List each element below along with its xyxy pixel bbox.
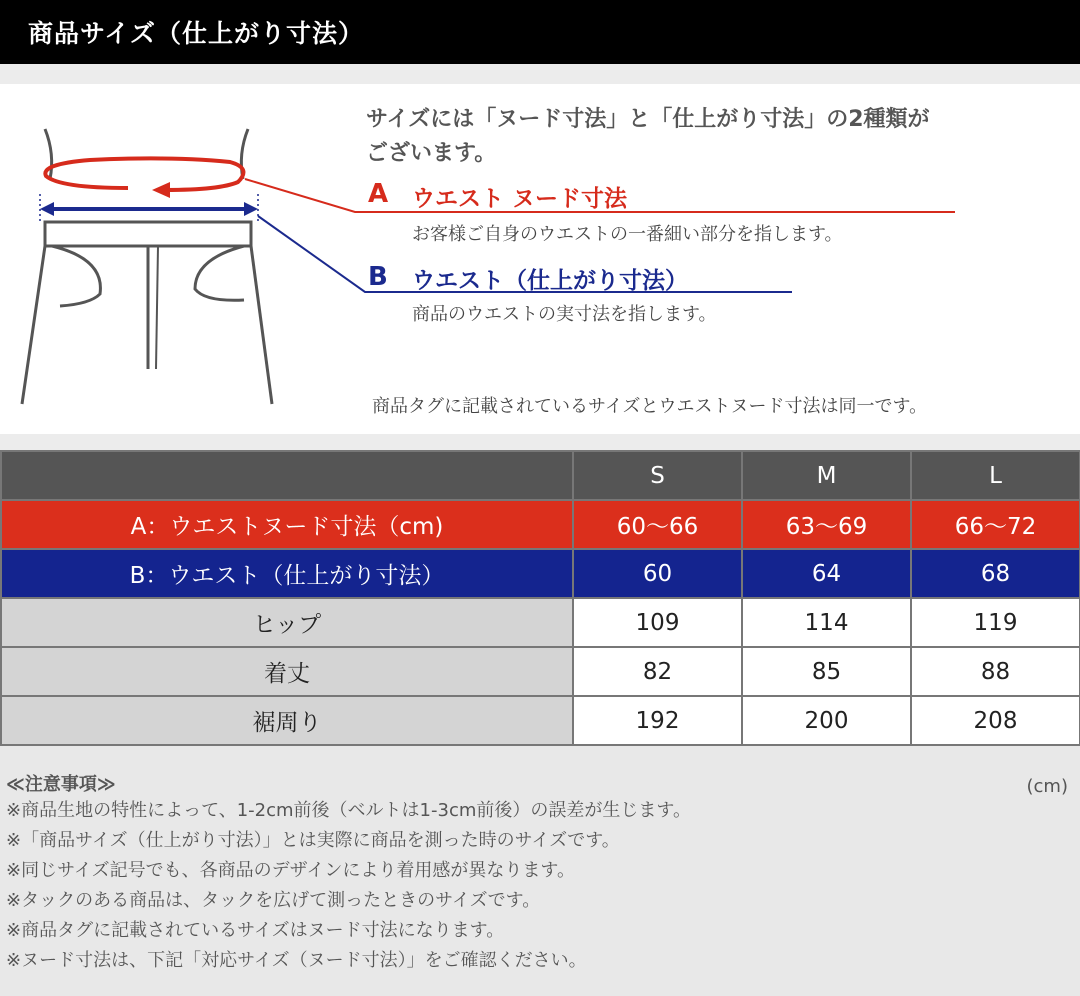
table-row-hem	[1, 696, 1080, 745]
header-cell-s: S	[573, 451, 742, 500]
page-title: 商品サイズ（仕上がり寸法）	[28, 19, 365, 48]
header-bar	[0, 0, 1080, 64]
cell-value: 60〜66	[573, 500, 742, 549]
label-a-description: お客様ご自身のウエストの一番細い部分を指します。	[412, 224, 843, 245]
row-label: 裾周り	[1, 696, 573, 745]
size-illustration	[0, 84, 1080, 434]
pants-diagram	[0, 84, 1080, 434]
cell-value: 88	[911, 647, 1080, 696]
cell-value: 200	[742, 696, 911, 745]
label-b-letter: B	[368, 262, 388, 292]
cell-value: 119	[911, 598, 1080, 647]
table-row-waist-nude	[1, 500, 1080, 549]
header-cell-l: L	[911, 451, 1080, 500]
intro-text-line2: ございます。	[366, 141, 497, 166]
row-label: A：ウエストヌード寸法（cm)	[1, 500, 573, 549]
note-item: ※同じサイズ記号でも、各商品のデザインにより着用感が異なります。	[6, 860, 575, 881]
header-cell-m: M	[742, 451, 911, 500]
table-row-hip	[1, 598, 1080, 647]
row-label: 着丈	[1, 647, 573, 696]
cell-value: 114	[742, 598, 911, 647]
cell-value: 82	[573, 647, 742, 696]
unit-label: (cm)	[1026, 776, 1068, 797]
table-row-waist-finished	[1, 549, 1080, 598]
header-cell	[1, 451, 573, 500]
cell-value: 109	[573, 598, 742, 647]
row-label: B：ウエスト（仕上がり寸法）	[1, 549, 573, 598]
cell-value: 63〜69	[742, 500, 911, 549]
notes-heading: ≪注意事項≫	[6, 774, 116, 795]
row-label: ヒップ	[1, 598, 573, 647]
cell-value: 64	[742, 549, 911, 598]
cell-value: 66〜72	[911, 500, 1080, 549]
cell-value: 68	[911, 549, 1080, 598]
tag-note: 商品タグに記載されているサイズとウエストヌード寸法は同一です。	[372, 396, 928, 417]
table-header-row	[1, 451, 1080, 500]
note-item: ※ヌード寸法は、下記「対応サイズ（ヌード寸法）」をご確認ください。	[6, 950, 587, 971]
size-table	[0, 450, 1080, 746]
cell-value: 192	[573, 696, 742, 745]
note-item: ※商品生地の特性によって、1-2cm前後（ベルトは1-3cm前後）の誤差が生じます。	[6, 800, 691, 821]
note-item: ※タックのある商品は、タックを広げて測ったときのサイズです。	[6, 890, 541, 911]
divider-band	[0, 434, 1080, 450]
note-item: ※商品タグに記載されているサイズはヌード寸法になります。	[6, 920, 505, 941]
label-a-title: ウエスト ヌード寸法	[412, 186, 628, 212]
label-a-letter: A	[368, 179, 389, 209]
table-row-length	[1, 647, 1080, 696]
label-b-description: 商品のウエストの実寸法を指します。	[412, 304, 717, 325]
intro-text-line1: サイズには「ヌード寸法」と「仕上がり寸法」の2種類が	[366, 107, 930, 132]
cell-value: 208	[911, 696, 1080, 745]
cell-value: 60	[573, 549, 742, 598]
cell-value: 85	[742, 647, 911, 696]
label-b-title: ウエスト（仕上がり寸法）	[412, 268, 688, 294]
note-item: ※「商品サイズ（仕上がり寸法）」とは実際に商品を測った時のサイズです。	[6, 830, 620, 851]
divider-band	[0, 64, 1080, 84]
notes-section	[0, 746, 1080, 996]
